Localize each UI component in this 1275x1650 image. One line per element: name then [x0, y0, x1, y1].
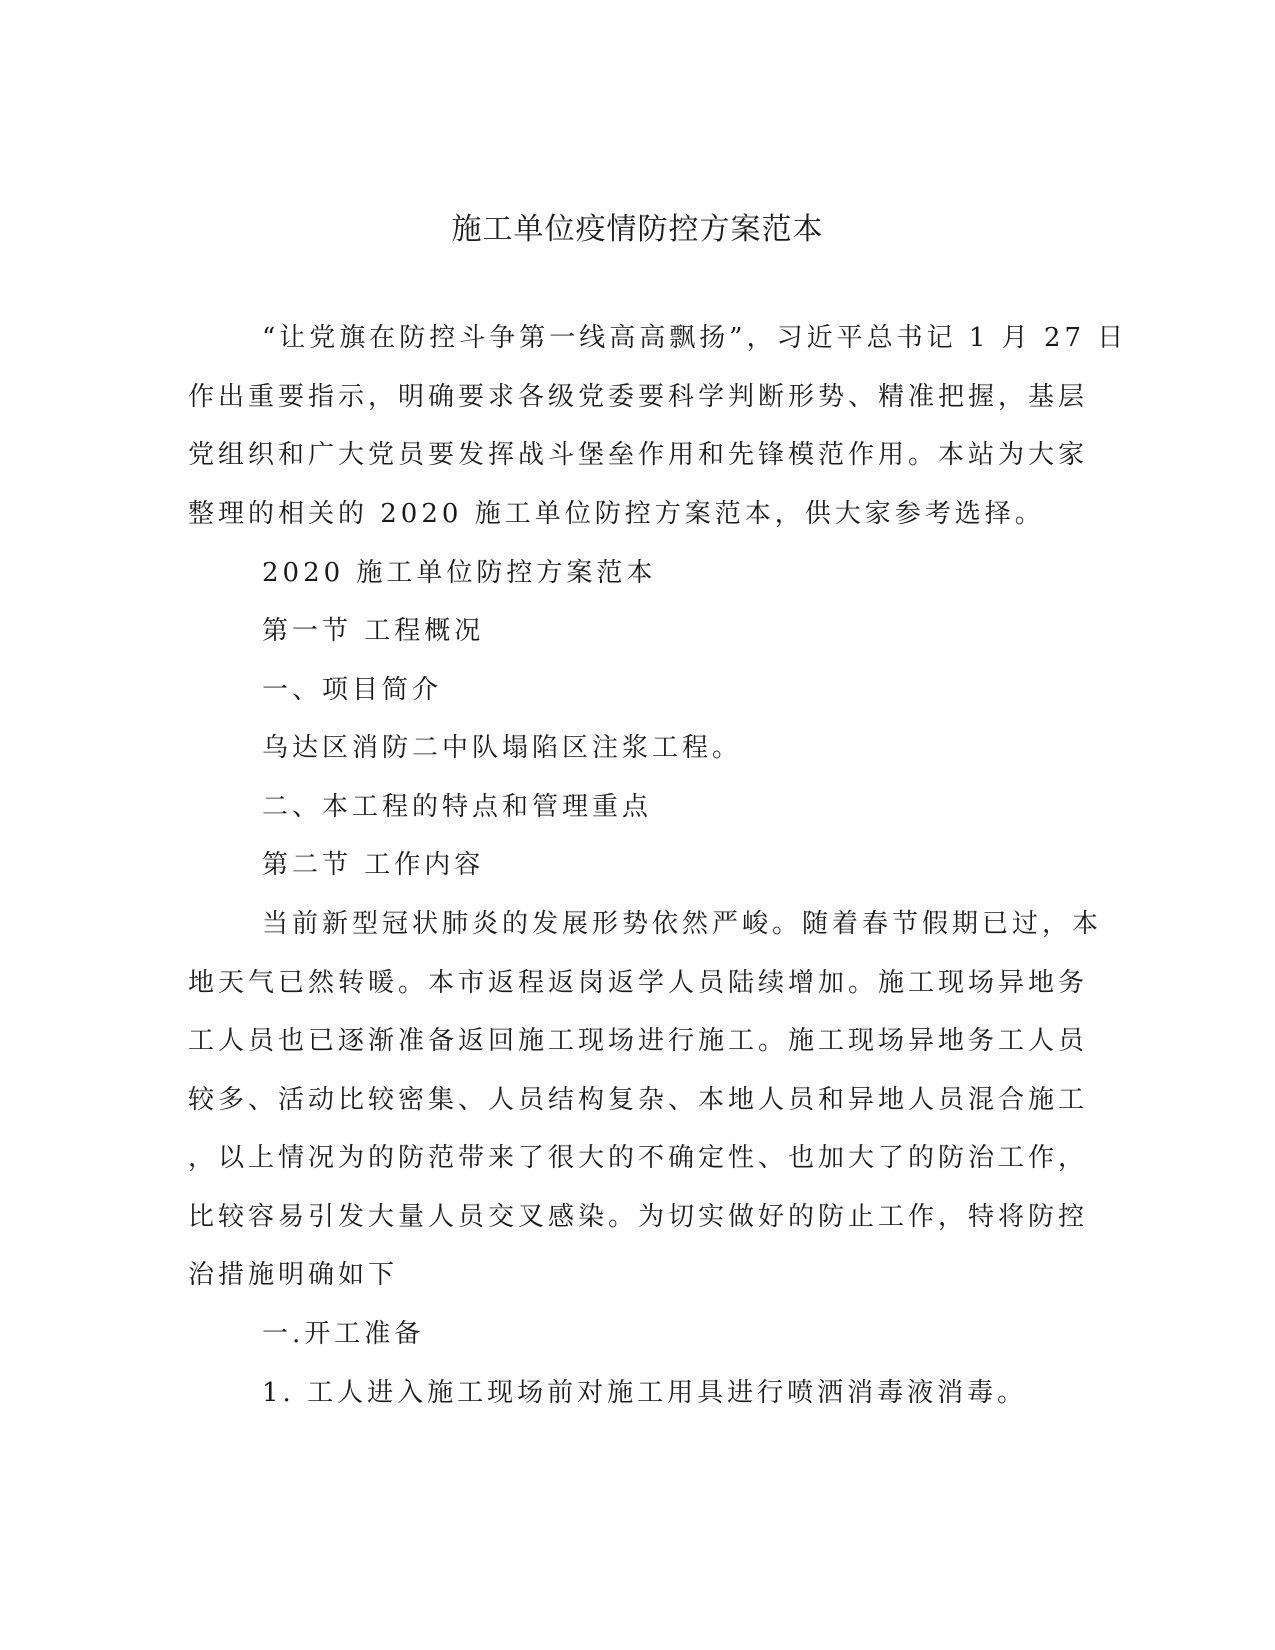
paragraph-line: 党组织和广大党员要发挥战斗堡垒作用和先锋模范作用。本站为大家 [188, 440, 1089, 470]
paragraph-line: 整理的相关的 2020 施工单位防控方案范本，供大家参考选择。 [188, 499, 1045, 529]
paragraph-line: 作出重要指示，明确要求各级党委要科学判断形势、精准把握，基层 [188, 382, 1089, 412]
paragraph-line: ，以上情况为的防范带来了很大的不确定性、也加大了的防治工作， [188, 1143, 1089, 1173]
paragraph-line: 乌达区消防二中队塌陷区注浆工程。 [262, 733, 743, 763]
paragraph-line: “让党旗在防控斗争第一线高高飘扬”，习近平总书记 1 月 27 日 [262, 323, 1128, 353]
subtitle-line: 2020 施工单位防控方案范本 [262, 558, 657, 588]
paragraph-line: 较多、活动比较密集、人员结构复杂、本地人员和异地人员混合施工 [188, 1085, 1089, 1115]
list-item: 1. 工人进入施工现场前对施工用具进行喷洒消毒液消毒。 [262, 1378, 1028, 1408]
paragraph-line: 工人员也已逐渐准备返回施工现场进行施工。施工现场异地务工人员 [188, 1026, 1089, 1056]
section-heading: 第一节 工程概况 [262, 616, 485, 646]
subsection-heading: 一、项目简介 [262, 675, 443, 705]
section-heading: 第二节 工作内容 [262, 850, 485, 880]
paragraph-line: 比较容易引发大量人员交叉感染。为切实做好的防止工作，特将防控 [188, 1202, 1089, 1232]
document-title: 施工单位疫情防控方案范本 [451, 212, 824, 247]
subsection-heading: 二、本工程的特点和管理重点 [262, 792, 653, 822]
paragraph-line: 治措施明确如下 [188, 1260, 399, 1290]
paragraph-line: 地天气已然转暖。本市返程返岗返学人员陆续增加。施工现场异地务 [188, 968, 1089, 998]
paragraph-line: 当前新型冠状肺炎的发展形势依然严峻。随着春节假期已过，本 [262, 909, 1103, 939]
subsection-heading: 一.开工准备 [262, 1319, 425, 1349]
